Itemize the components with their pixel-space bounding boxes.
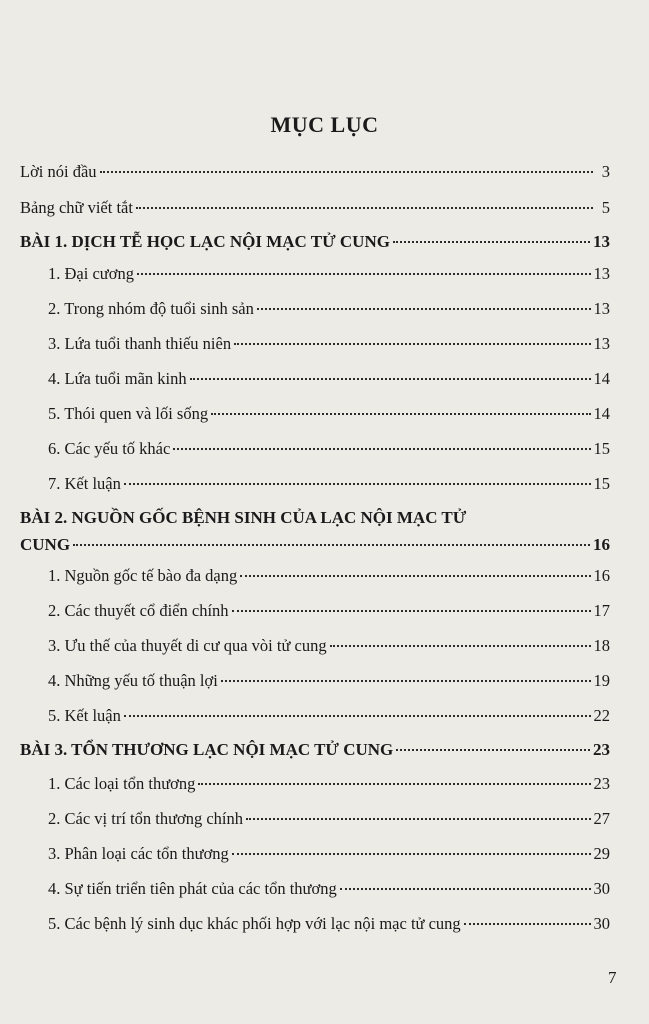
toc-section-label: 2. Trong nhóm độ tuổi sinh sản	[48, 299, 254, 318]
dot-leader	[124, 483, 591, 485]
toc-section	[48, 879, 610, 899]
toc-section	[48, 706, 610, 726]
toc-section	[48, 369, 610, 389]
toc-section	[48, 264, 610, 284]
dot-leader	[198, 783, 590, 785]
toc-section-page: 22	[593, 706, 610, 725]
page-title: MỤC LỤC	[270, 112, 379, 137]
dot-leader	[211, 413, 590, 415]
toc-section	[48, 601, 610, 621]
dot-leader	[340, 888, 591, 890]
toc-section-label: 4. Những yếu tố thuận lợi	[48, 671, 218, 690]
toc-section	[48, 636, 610, 656]
dot-leader	[100, 171, 593, 173]
chapter-title: BÀI 1. DỊCH TỄ HỌC LẠC NỘI MẠC TỬ CUNG	[20, 232, 390, 251]
toc-section-page: 16	[593, 566, 610, 585]
dot-leader	[396, 749, 590, 751]
dot-leader	[136, 207, 593, 209]
toc-section	[48, 439, 610, 459]
toc-section	[48, 774, 610, 794]
toc-section-page: 15	[593, 474, 610, 493]
toc-section-page: 29	[593, 844, 610, 863]
toc-section-label: 5. Các bệnh lý sinh dục khác phối hợp với lạc nội mạc tử cung	[48, 914, 461, 933]
toc-section	[48, 474, 610, 494]
toc-section-page: 15	[593, 439, 610, 458]
dot-leader	[257, 308, 591, 310]
chapter-title: BÀI 3. TỔN THƯƠNG LẠC NỘI MẠC TỬ CUNG	[20, 740, 394, 759]
dot-leader	[246, 818, 590, 820]
dot-leader	[73, 544, 590, 546]
toc-section-page: 30	[593, 914, 610, 933]
page-number: 7	[608, 968, 617, 987]
toc-section	[48, 404, 610, 424]
dot-leader	[393, 241, 590, 243]
chapter-page: 13	[593, 232, 610, 251]
toc-section	[48, 844, 610, 864]
toc-section-label: 3. Lứa tuổi thanh thiếu niên	[48, 334, 232, 353]
dot-leader	[330, 645, 591, 647]
toc-section	[48, 566, 610, 586]
toc-section-label: 1. Nguồn gốc tế bào đa dạng	[48, 566, 238, 585]
toc-section-page: 14	[593, 369, 610, 388]
toc-chapter-1	[20, 232, 610, 252]
chapter-page: 23	[593, 740, 610, 759]
toc-section-page: 18	[593, 636, 610, 655]
toc-chapter-2	[20, 535, 610, 555]
dot-leader	[234, 343, 590, 345]
toc-section-label: 7. Kết luận	[48, 474, 121, 493]
toc-section-label: 3. Ưu thế của thuyết di cư qua vòi tử cung	[48, 636, 327, 655]
dot-leader	[240, 575, 590, 577]
toc-section-page: 13	[593, 264, 610, 283]
toc-entry-page: 5	[601, 198, 610, 217]
toc-section-label: 1. Đại cương	[48, 264, 134, 283]
toc-section	[48, 334, 610, 354]
toc-section	[48, 914, 610, 934]
toc-section-label: 1. Các loại tổn thương	[48, 774, 196, 793]
chapter-title-line-2: CUNG	[20, 535, 71, 554]
toc-section-page: 30	[593, 879, 610, 898]
toc-section	[48, 809, 610, 829]
toc-section-label: 5. Kết luận	[48, 706, 121, 725]
dot-leader	[232, 610, 591, 612]
toc-chapter-3	[20, 740, 610, 760]
toc-entry-page: 3	[601, 162, 610, 181]
dot-leader	[190, 378, 591, 380]
toc-section	[48, 299, 610, 319]
dot-leader	[137, 273, 591, 275]
toc-section-label: 6. Các yếu tố khác	[48, 439, 171, 458]
dot-leader	[221, 680, 591, 682]
toc-section-page: 19	[593, 671, 610, 690]
chapter-title-line-1: BÀI 2. NGUỒN GỐC BỆNH SINH CỦA LẠC NỘI MẠC TỬ	[20, 508, 467, 527]
toc-section-page: 23	[593, 774, 610, 793]
toc-section-label: 3. Phân loại các tổn thương	[48, 844, 229, 863]
toc-entry-preface	[20, 162, 610, 182]
toc-section-page: 13	[593, 334, 610, 353]
toc-section-page: 27	[593, 809, 610, 828]
toc-section-page: 14	[593, 404, 610, 423]
toc-section-label: 4. Lứa tuổi mãn kinh	[48, 369, 187, 388]
toc-section-label: 2. Các thuyết cổ điển chính	[48, 601, 229, 620]
toc-section-page: 17	[593, 601, 610, 620]
toc-section	[48, 671, 610, 691]
dot-leader	[464, 923, 591, 925]
toc-section-label: 4. Sự tiến triển tiên phát của các tổn thương	[48, 879, 337, 898]
dot-leader	[232, 853, 591, 855]
chapter-page: 16	[593, 535, 610, 554]
dot-leader	[173, 448, 590, 450]
toc-section-label: 5. Thói quen và lối sống	[48, 404, 209, 423]
toc-section-page: 13	[593, 299, 610, 318]
toc-entry-label: Bảng chữ viết tắt	[20, 198, 133, 217]
toc-entry-abbreviations	[20, 198, 610, 218]
toc-entry-label: Lời nói đầu	[20, 162, 97, 181]
dot-leader	[124, 715, 591, 717]
toc-section-label: 2. Các vị trí tổn thương chính	[48, 809, 244, 828]
